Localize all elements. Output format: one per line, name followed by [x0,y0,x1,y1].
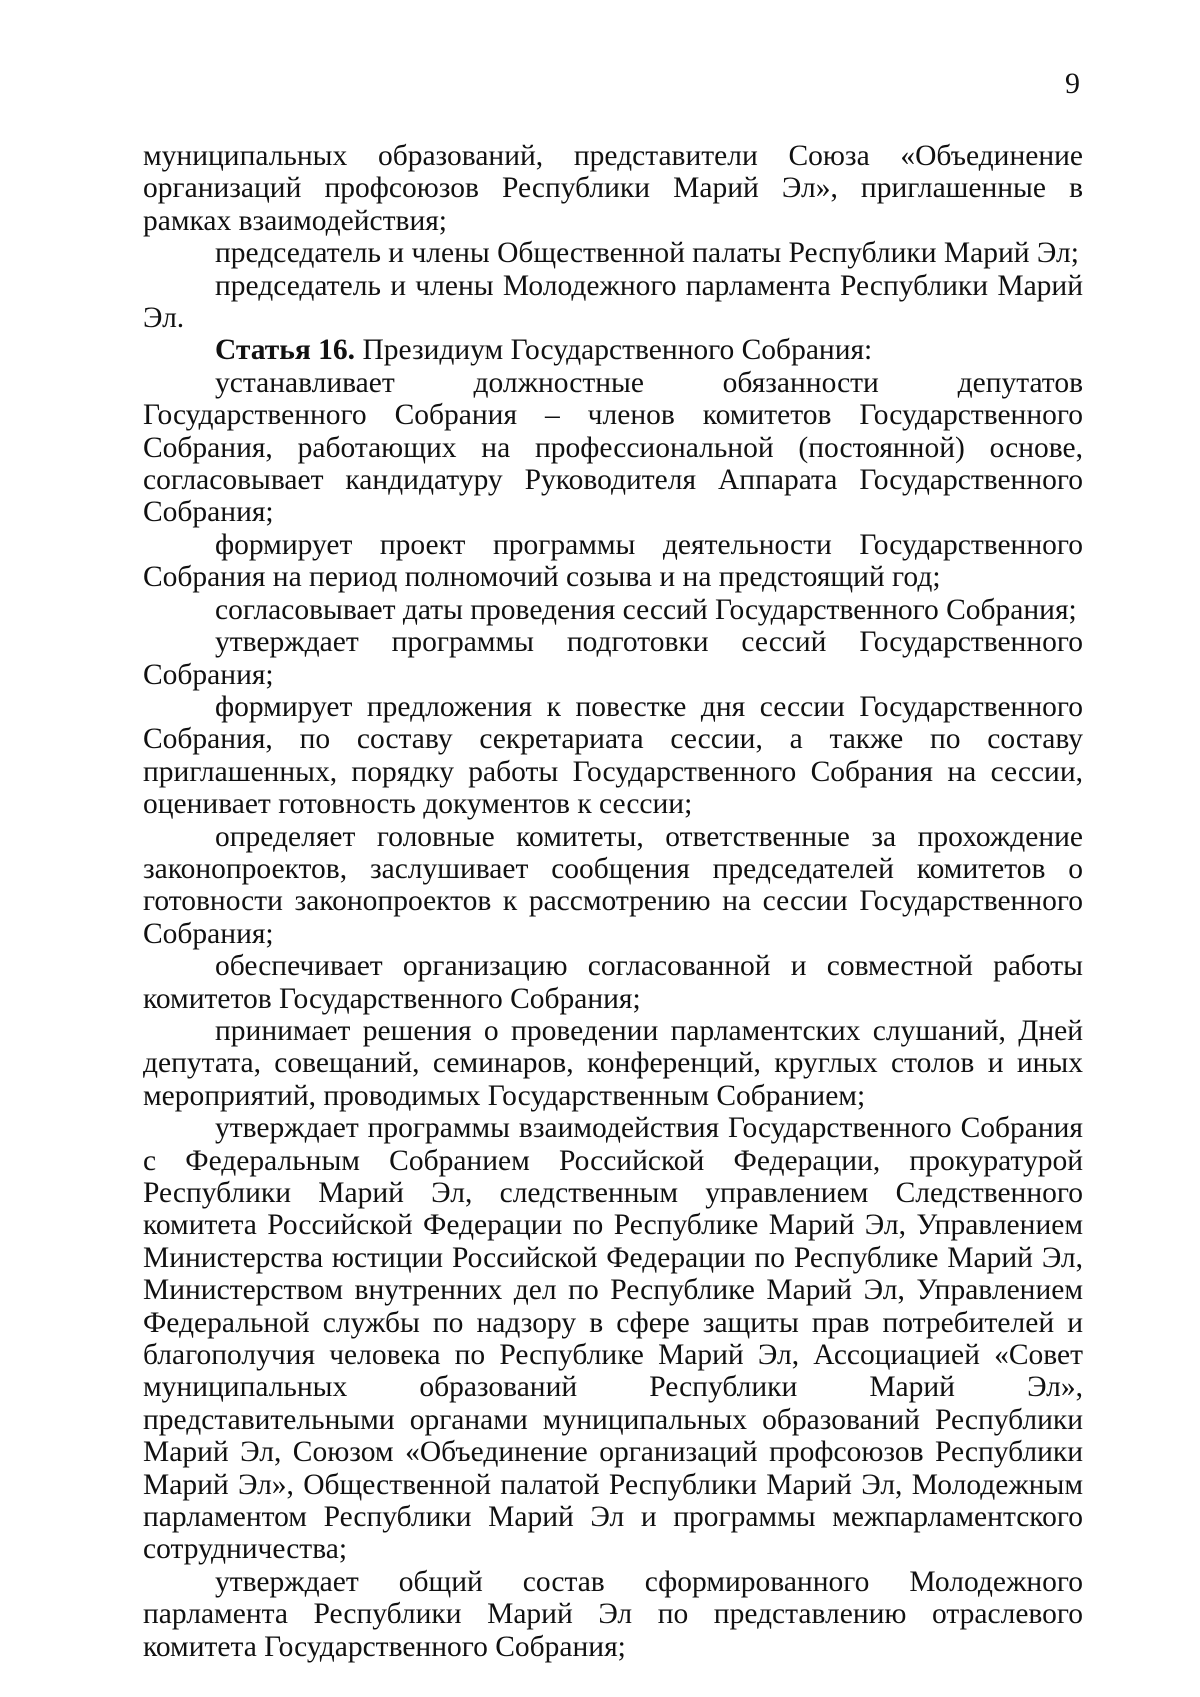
paragraph: утверждает программы подготовки сессий Государственного Собрания; [143,626,1083,691]
document-body [143,140,1083,1663]
paragraph: устанавливает должностные обязанности депутатов Государственного Собрания – членов комитетов Государственного Собрания, работающих на профессиональной (постоянной) основе, согласовывает кандидатуру Руководителя Аппарата Государственного Собрания; [143,366,1083,529]
paragraph: определяет головные комитеты, ответственные за прохождение законопроектов, заслушивает сообщения председателей комитетов о готовности законопроектов к рассмотрению на сессии Государственного Собрания; [143,820,1083,950]
paragraph: муниципальных образований, представители Союза «Объединение организаций профсоюзов Республики Марий Эл», приглашенные в рамках взаимодействия; [143,140,1083,237]
paragraph: формирует проект программы деятельности Государственного Собрания на период полномочий созыва и на предстоящий год; [143,528,1083,594]
paragraph: председатель и члены Общественной палаты Республики Марий Эл; [215,237,1079,270]
paragraph: принимает решения о проведении парламентских слушаний, Дней депутата, совещаний, семинаров, конференций, круглых столов и иных мероприятий, проводимых Государственным Собранием; [143,1014,1083,1112]
paragraph: председатель и члены Молодежного парламента Республики Марий Эл. [143,269,1083,335]
paragraph: утверждает программы взаимодействия Государственного Собрания с Федеральным Собранием Российской Федерации, прокуратурой Республики Марий Эл, следственным управлением Следственного комитета Российской Федерации по Республике Марий Эл, Управлением Министерства юстиции Российской Федерации по Республике Марий Эл, Министерством внутренних дел по Республике Марий Эл, Управлением Федеральной службы по надзору в сфере защиты прав потребителей и благополучия человека по Республике Марий Эл, Ассоциацией «Совет муниципальных образований Республики Марий Эл», представительными органами муниципальных образований Республики Марий Эл, Союзом «Объединение организаций профсоюзов Республики Марий Эл», Общественной палатой Республики Марий Эл, Молодежным парламентом Республики Марий Эл и программы межпарламентского сотрудничества; [143,1112,1083,1566]
page-number: 9 [1065,67,1080,100]
paragraph: согласовывает даты проведения сессий Государственного Собрания; [215,593,1077,626]
article-title: Президиум Государственного Собрания: [355,334,873,367]
paragraph: утверждает общий состав сформированного Молодежного парламента Республики Марий Эл по представлению отраслевого комитета Государственного Собрания; [143,1565,1083,1663]
article-heading [143,334,1083,366]
paragraph: формирует предложения к повестке дня сессии Государственного Собрания, по составу секретариата сессии, а также по составу приглашенных, порядку работы Государственного Собрания на сессии, оценивает готовность документов к сессии; [143,690,1083,821]
article-number: Статья 16. [215,334,356,367]
paragraph: обеспечивает организацию согласованной и совместной работы комитетов Государственного Собрания; [143,950,1083,1015]
